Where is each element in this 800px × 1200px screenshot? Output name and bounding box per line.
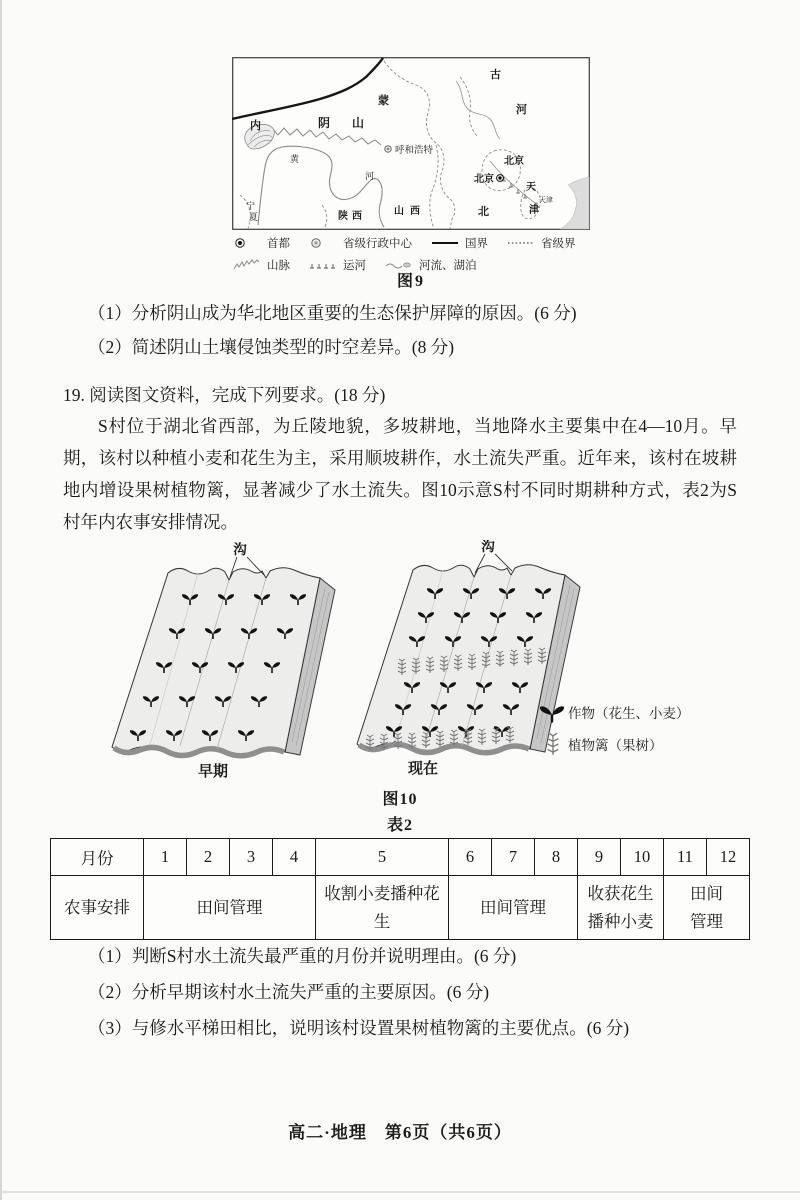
legend-label: 河流、湖泊 [419, 260, 477, 272]
map-label-huanghe-1: 黄 [290, 154, 300, 164]
map-label-tianjin-city: 天津 [539, 196, 553, 204]
month-cell: 6 [449, 839, 492, 876]
table2-wrap [0, 838, 800, 940]
map-label-tianjin-2: 津 [529, 205, 539, 216]
question19-paragraph: S村位于湖北省西部，为丘陵地貌，多坡耕地，当地降水主要集中在4—10月。早期，该村以种植小麦和花生为主，采用顺坡耕作，水土流失严重。近年来，该村在坡耕地内增设果树植物篱，显著减少了水土流失。图10示意S村不同时期耕种方式，表2为S村年内农事安排情况。 [63, 416, 737, 532]
figure10-legend-hedge: 植物篱（果树） [568, 738, 663, 753]
hedge-icon [548, 733, 559, 755]
capital-icon [232, 237, 262, 249]
figure10-legend-crop: 作物（花生、小麦） [568, 706, 690, 721]
map-label-hebei-1: 河 [516, 104, 527, 116]
map-label-ningxia-1: 宁 [246, 201, 256, 211]
map-label-huanghe-2: 河 [365, 171, 375, 181]
map-label-beijing-region: 北京 [504, 156, 524, 167]
current-field [357, 540, 580, 777]
activity-header-cell: 农事安排 [51, 876, 144, 940]
activity-cell: 田间管理 [144, 876, 316, 940]
map-legend-row-1 [232, 235, 594, 251]
province-capital-icon [308, 237, 338, 249]
month-header-cell: 月份 [51, 839, 144, 876]
question-item: （1）分析阴山成为华北地区重要的生态保护屏障的原因。(6 分) [88, 303, 577, 323]
month-cell: 3 [230, 839, 273, 876]
map-label-hebei-2: 北 [478, 206, 489, 218]
activity-cell: 田间 管理 [664, 876, 750, 940]
map-label-neimenggu-3: 古 [490, 69, 501, 81]
legend-label: 省级界 [541, 238, 576, 250]
legend-label: 省级行政中心 [343, 238, 412, 250]
legend-label: 国界 [465, 238, 488, 250]
legend-item [232, 235, 290, 251]
table-header-row [51, 839, 750, 876]
map-label-ningxia-2: 夏 [249, 212, 259, 222]
month-cell: 5 [316, 839, 449, 876]
question-item: （3）与修水平梯田相比，说明该村设置果树植物篱的主要优点。(6 分) [88, 1018, 630, 1038]
map-label-hohhot: 呼和浩特 [395, 146, 434, 156]
map-label-neimenggu-1: 内 [250, 120, 261, 132]
hohhot-marker [385, 146, 391, 152]
question-item: （2）简述阴山土壤侵蚀类型的时空差异。(8 分) [88, 337, 455, 357]
table-body-row [51, 876, 750, 940]
month-cell: 7 [492, 839, 535, 876]
map-label-yinshan: 阴山 [318, 116, 387, 130]
question19-items [88, 938, 768, 1046]
legend-label: 山脉 [267, 260, 290, 272]
region-map [232, 57, 590, 230]
region-map-figure [232, 57, 590, 230]
activity-cell: 田间管理 [449, 876, 578, 940]
activity-cell: 收割小麦播种花生 [316, 876, 449, 940]
question-item: （2）分析早期该村水土流失严重的主要原因。(6 分) [88, 982, 490, 1002]
legend-label: 首都 [267, 238, 290, 250]
scan-edge [0, 0, 2, 1200]
gully-label-left: 沟 [233, 542, 247, 557]
gully-label-right: 沟 [481, 540, 495, 554]
month-cell: 1 [144, 839, 187, 876]
legend-item [308, 235, 412, 251]
month-cell: 11 [664, 839, 707, 876]
map-label-tianjin-1: 天 [526, 182, 536, 193]
early-field [112, 541, 335, 780]
current-caption: 现在 [408, 761, 439, 777]
map-label-beijing-city: 北京 [474, 174, 494, 185]
scan-edge [0, 1191, 800, 1193]
map-caption: 图9 [396, 273, 425, 290]
figure10-legend [540, 705, 690, 755]
month-cell: 12 [707, 839, 750, 876]
activity-cell: 收获花生 播种小麦 [578, 876, 664, 940]
beijing-capital-marker [497, 175, 504, 182]
early-caption: 早期 [198, 764, 229, 780]
month-cell: 4 [273, 839, 316, 876]
national-boundary-icon [430, 237, 460, 249]
legend-item [506, 235, 576, 251]
figure10-caption: 图10 [382, 791, 418, 808]
legend-item [430, 235, 488, 251]
page-footer: 高二·地理 第6页（共6页） [288, 1123, 512, 1142]
legend-label: 运河 [343, 260, 366, 272]
province-boundary-icon [506, 237, 536, 249]
map-label-shaanxi: 陕西 [338, 211, 366, 222]
tillage-diagram [90, 540, 710, 790]
map-label-shanxi: 山西 [394, 206, 426, 217]
question19-heading: 19. 阅读图文资料，完成下列要求。(18 分) [63, 385, 386, 405]
question-item: （1）判断S村水土流失最严重的月份并说明理由。(6 分) [88, 946, 517, 966]
question18-items [88, 296, 748, 364]
month-cell: 9 [578, 839, 621, 876]
map-label-neimenggu-2: 蒙 [378, 95, 389, 107]
month-cell: 2 [187, 839, 230, 876]
farm-schedule-table [50, 838, 750, 940]
slope-foot-shading [114, 747, 284, 755]
month-cell: 8 [535, 839, 578, 876]
month-cell: 10 [621, 839, 664, 876]
figure10 [90, 540, 710, 790]
table2-caption: 表2 [386, 817, 413, 834]
